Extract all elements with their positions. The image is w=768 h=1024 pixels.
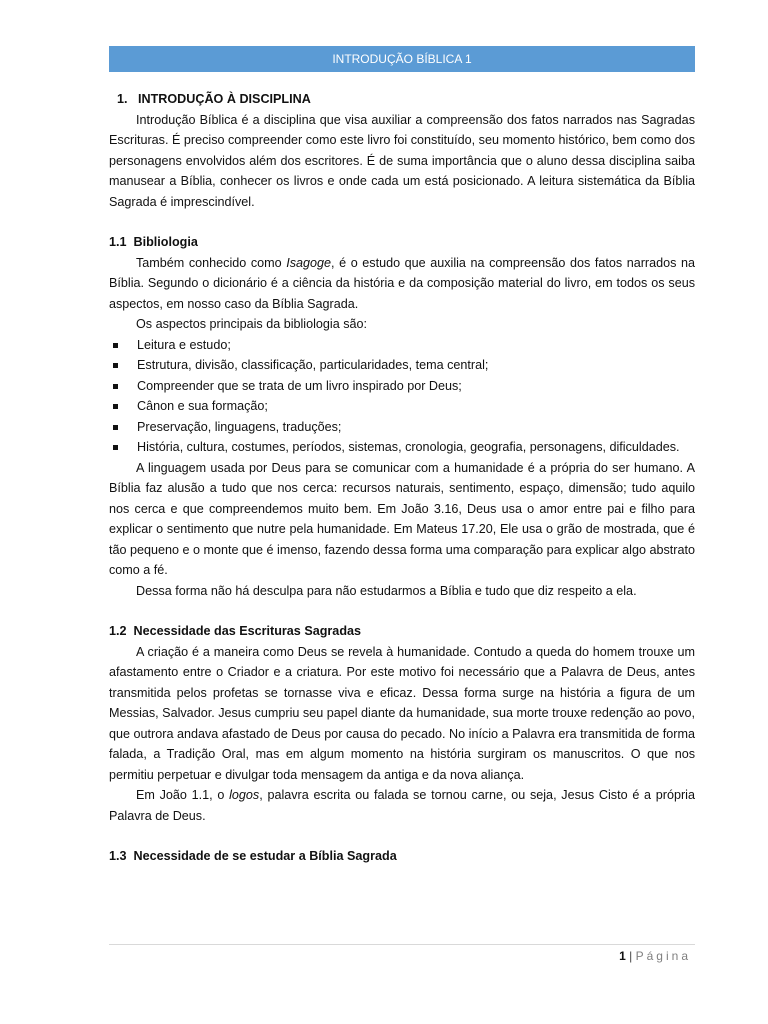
footer-divider	[109, 944, 695, 945]
section-1-paragraph: Introdução Bíblica é a disciplina que visa auxiliar a compreensão dos fatos narrados nas Sagradas Escrituras. É preciso compreender como este livro foi constituído, seu momento histórico, bem como dos personagens envolvidos além dos escritores. É de suma importância que o aluno dessa disciplina saiba manusear a Bíblia, conhecer os livros e onde cada um está posicionado. A leitura sistemática da Bíblia Sagrada é imprescindível.	[109, 112, 695, 209]
bibliologia-p1-end: , é o estudo que auxilia na compreensão dos fatos narrados na Bíblia. Segundo o dicionário é a ciência da história e da composição material do livro, em todos os seus aspectos, em nosso caso da Bíblia Sagrada.	[109, 255, 695, 311]
bibliologia-paragraph-1	[109, 253, 695, 315]
section-1-1-heading: 1.1 Bibliologia	[109, 235, 198, 249]
section-1-2-heading: 1.2 Necessidade das Escrituras Sagradas	[109, 624, 362, 638]
necessidade-paragraph-1: A criação é a maneira como Deus se revela à humanidade. Contudo a queda do homem trouxe um afastamento entre o Criador e a criatura. Por este motivo foi necessário que a Palavra de Deus, antes transmitida pelos profetas se tornasse viva e eficaz. Dessa forma surge na história a figura de um Messias, Salvador. Jesus cumpriu seu papel diante da humanidade, sua morte trouxe redenção ao povo, que outrora andava afastado de Deus por causa do pecado. No início a Palavra era transmitida de forma falada, a Tradição Oral, mas em algum momento na história surgiram os manuscritos. O que nos permitiu perpetuar e divulgar toda mensagem da antiga e da nova aliança.	[109, 644, 695, 782]
list-item: Compreender que se trata de um livro inspirado por Deus;	[109, 376, 695, 397]
necessidade-p2-start: Em João 1.1, o	[136, 788, 230, 802]
section-1-heading: 1. INTRODUÇÃO À DISCIPLINA	[117, 92, 311, 106]
bibliologia-p1-start: Também conhecido como	[136, 255, 287, 270]
footer-separator: |	[625, 949, 636, 963]
header-title: INTRODUÇÃO BÍBLICA 1	[332, 52, 472, 66]
list-item: Estrutura, divisão, classificação, particularidades, tema central;	[109, 355, 695, 376]
necessidade-p2-end: , palavra escrita ou falada se tornou carne, ou seja, Jesus Cisto é a própria Palavra de Deus.	[109, 788, 695, 823]
necessidade-paragraph-2	[109, 785, 695, 826]
list-item: Cânon e sua formação;	[109, 396, 695, 417]
list-item: Leitura e estudo;	[109, 335, 695, 356]
logos-term: logos	[229, 788, 260, 802]
page-label: Página	[635, 949, 691, 963]
aspects-intro: Os aspectos principais da bibliologia são:	[136, 317, 368, 331]
aspects-list	[109, 335, 695, 458]
bibliologia-paragraph-3: Dessa forma não há desculpa para não estudarmos a Bíblia e tudo que diz respeito a ela.	[136, 583, 637, 598]
section-1-3-heading: 1.3 Necessidade de se estudar a Bíblia Sagrada	[109, 849, 397, 863]
isagoge-term: Isagoge	[286, 255, 332, 270]
document-body	[109, 89, 695, 867]
bibliologia-paragraph-2: A linguagem usada por Deus para se comunicar com a humanidade é a própria do ser humano. A Bíblia faz alusão a tudo que nos cerca: recursos naturais, sentimento, espaço, dimensão; tudo aquilo nos cerca e que compreendemos muito bem. Em João 3.16, Deus usa o amor entre pai e filho para explicar o sentimento que nutre pela humanidade. Em Mateus 17.20, Ele usa o grão de mostrada, que é tão pequeno e o monte que é imenso, fazendo dessa forma uma comparação para explicar algo abstrato como a fé.	[109, 460, 695, 577]
page-footer	[109, 947, 691, 965]
list-item: Preservação, linguagens, traduções;	[109, 417, 695, 438]
page-number: 1	[619, 949, 626, 963]
list-item: História, cultura, costumes, períodos, sistemas, cronologia, geografia, personagens, dificuldades.	[109, 437, 695, 458]
header-banner	[109, 46, 695, 72]
